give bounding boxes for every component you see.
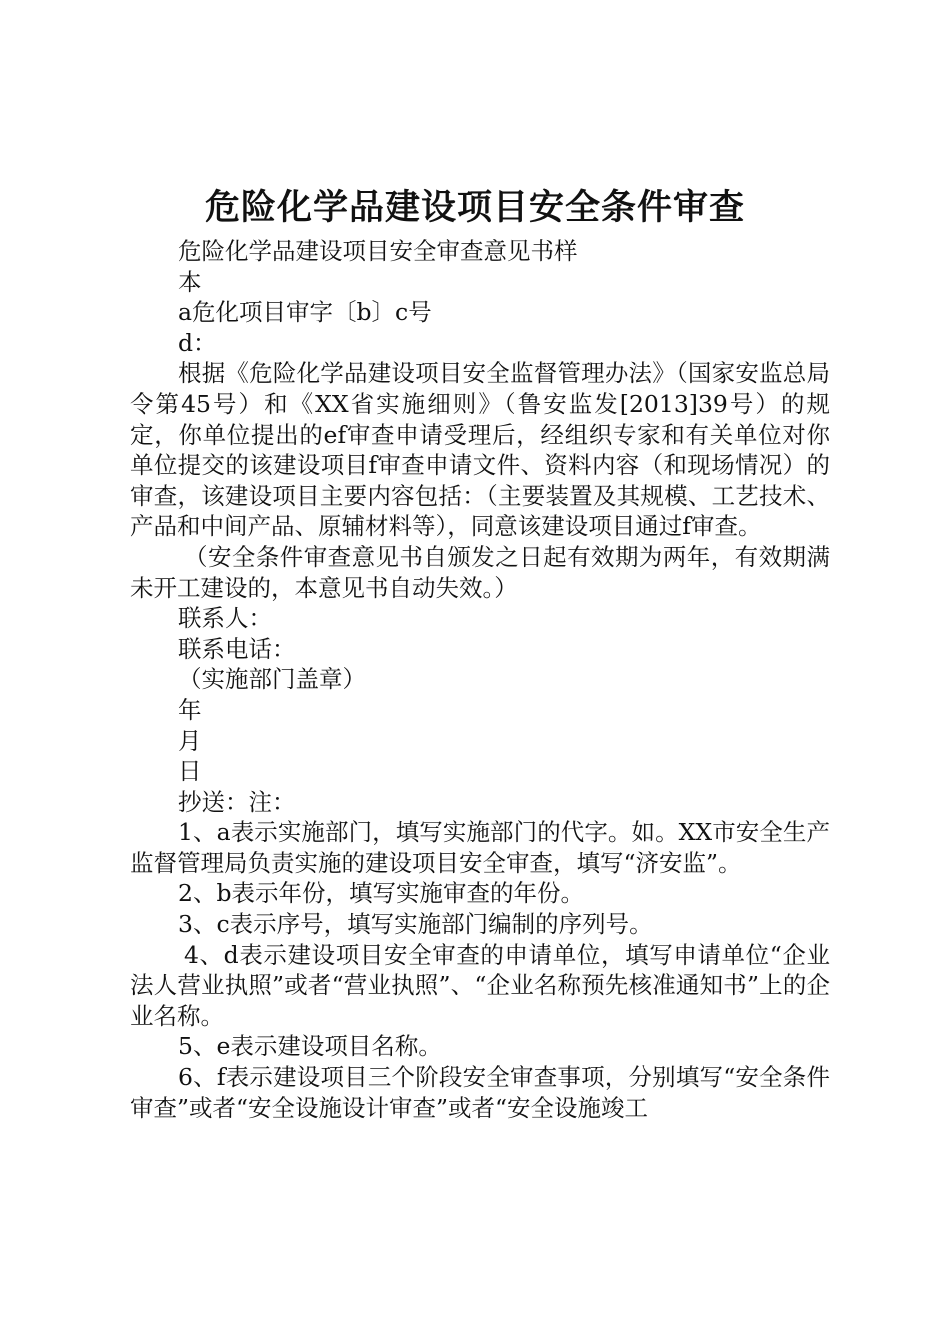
paragraph: 6、f表示建设项目三个阶段安全审查事项，分别填写“安全条件审查”或者“安全设施设计审查”或者“安全设施竣工 [130, 1063, 830, 1122]
paragraph: 年 [178, 695, 202, 724]
document-title: 危险化学品建设项目安全条件审查 [204, 187, 745, 228]
paragraph: 本 [178, 267, 202, 296]
paragraph: 危险化学品建设项目安全审查意见书样 [178, 237, 578, 265]
paragraph: 联系电话： [178, 634, 296, 663]
paragraph: 5、e表示建设项目名称。 [178, 1032, 442, 1061]
paragraph: 4、d表示建设项目安全审查的申请单位，填写申请单位“企业法人营业执照”或者“营业执照”、“企业名称预先核准通知书”上的企业名称。 [130, 940, 830, 1030]
document-body [130, 236, 830, 1123]
paragraph: 月 [178, 726, 202, 755]
paragraph: （安全条件审查意见书自颁发之日起有效期为两年，有效期满未开工建设的，本意见书自动失效。） [130, 542, 830, 602]
paragraph: a危化项目审字〔b〕c号 [178, 298, 432, 327]
paragraph: 3、c表示序号，填写实施部门编制的序列号。 [178, 910, 653, 939]
paragraph: d： [178, 328, 217, 357]
paragraph: 1、a表示实施部门，填写实施部门的代字。如。XX市安全生产监督管理局负责实施的建设项目安全审查，填写“济安监”。 [130, 818, 830, 877]
paragraph: 联系人： [178, 604, 272, 633]
paragraph: （实施部门盖章） [178, 665, 366, 694]
paragraph: 根据《危险化学品建设项目安全监督管理办法》（国家安监总局令第45号）和《XX省实施细则》（鲁安监发[2013]39号）的规定，你单位提出的ef审查申请受理后，经组织专家和有关单位对你单位提交的该建设项目f审查申请文件、资料内容（和现场情况）的审查，该建设项目主要内容包括：（主要装置及其规模、工艺技术、产品和中间产品、原辅材料等），同意该建设项目通过f审查。 [130, 359, 830, 541]
paragraph: 抄送：注： [178, 787, 296, 816]
paragraph: 日 [178, 757, 202, 786]
paragraph: 2、b表示年份，填写实施审查的年份。 [178, 879, 584, 908]
